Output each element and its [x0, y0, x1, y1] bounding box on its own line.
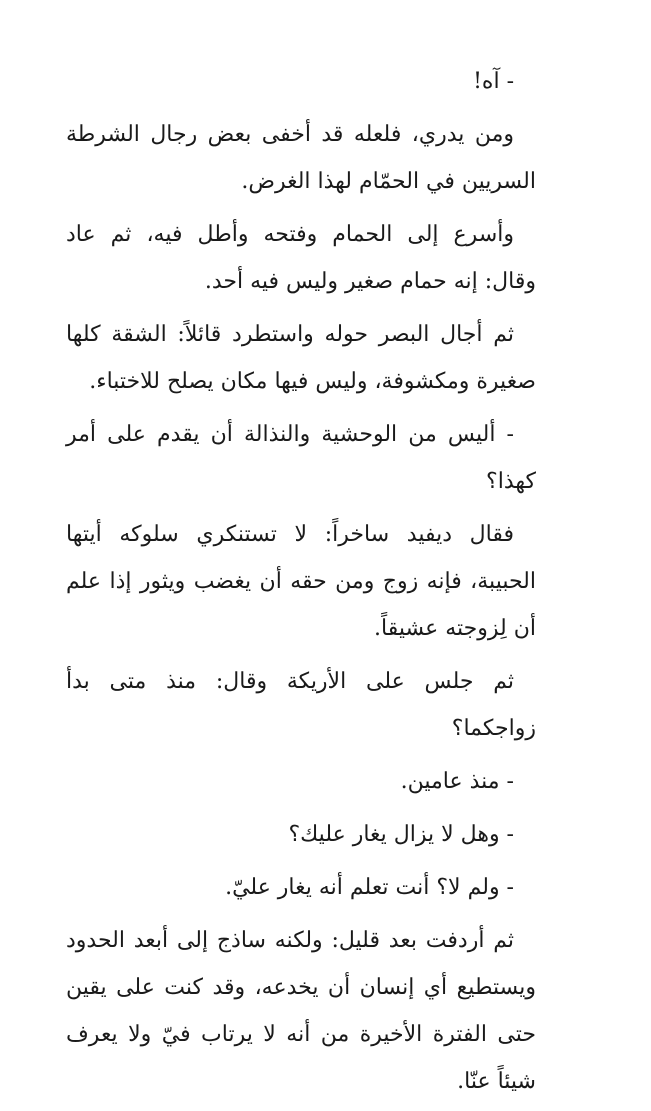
page-text [66, 58, 536, 1111]
paragraph-2: ومن يدري، فلعله قد أخفى بعض رجال الشرطة السريين في الحمّام لهذا الغرض. [66, 122, 536, 194]
paragraph-4: ثم أجال البصر حوله واستطرد قائلاً: الشقة كلها صغيرة ومكشوفة، وليس فيها مكان يصلح للاختباء. [66, 322, 536, 394]
paragraph-6: فقال ديفيد ساخراً: لا تستنكري سلوكه أيتها الحبيبة، فإنه زوج ومن حقه أن يغضب ويثور إذا علم أن لِزوجته عشيقاً. [66, 522, 536, 641]
paragraph-3: وأسرع إلى الحمام وفتحه وأطل فيه، ثم عاد وقال: إنه حمام صغير وليس فيه أحد. [66, 222, 536, 294]
paragraph-7: ثم جلس على الأريكة وقال: منذ متى بدأ زواجكما؟ [66, 669, 536, 741]
paragraph-9: - وهل لا يزال يغار عليك؟ [288, 822, 514, 847]
paragraph-5: - أليس من الوحشية والنذالة أن يقدم على أمر كهذا؟ [66, 422, 536, 494]
paragraph-11: ثم أردفت بعد قليل: ولكنه ساذج إلى أبعد الحدود ويستطيع أي إنسان أن يخدعه، وقد كنت على يقين حتى الفترة الأخيرة من أنه لا يرتاب فيّ ولا يعرف شيئاً عنّا. [66, 928, 536, 1094]
paragraph-10: - ولم لا؟ أنت تعلم أنه يغار عليّ. [225, 875, 514, 900]
paragraph-1: - آه! [473, 69, 514, 94]
paragraph-8: - منذ عامين. [400, 769, 514, 794]
